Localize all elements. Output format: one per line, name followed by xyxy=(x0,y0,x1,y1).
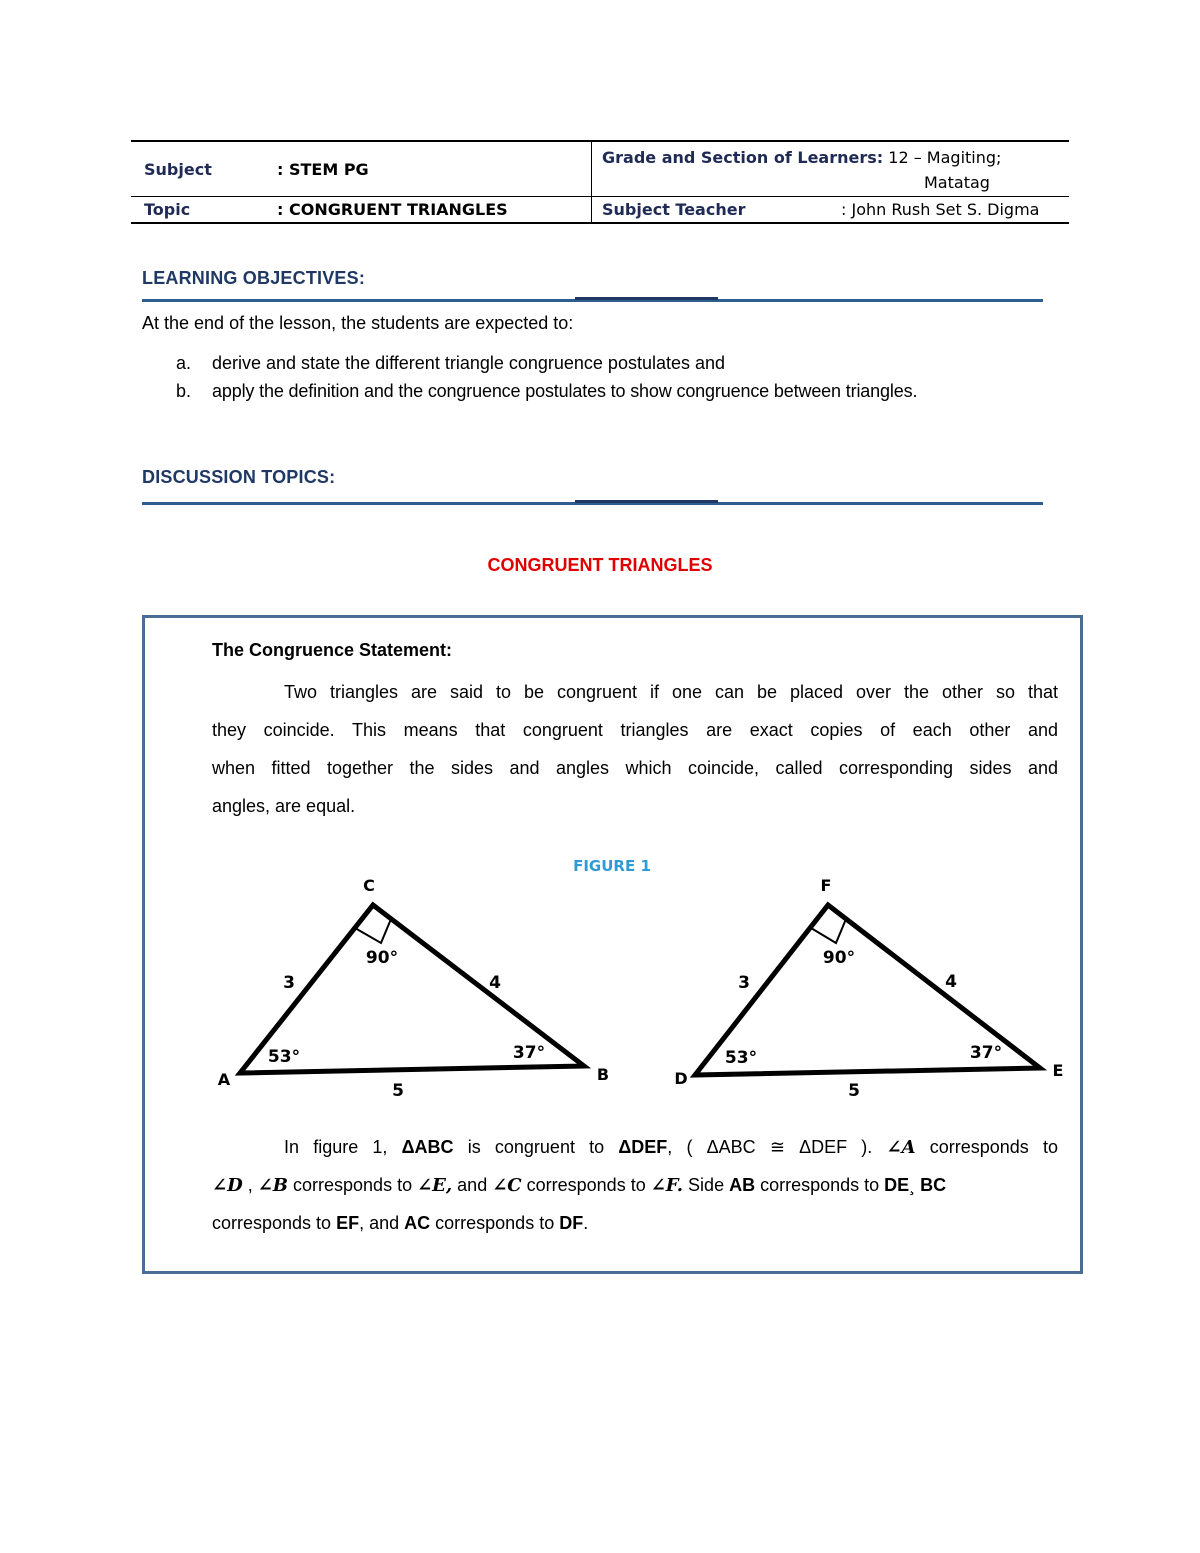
side-label-ab: 5 xyxy=(392,1081,404,1101)
objective-marker-b: b. xyxy=(176,381,192,401)
side-df-ref: DF xyxy=(559,1213,584,1233)
objective-item-a: derive and state the different triangle congruence postulates and xyxy=(212,353,726,373)
angle-label-b: 37° xyxy=(512,1043,546,1063)
corr-text: corresponds to xyxy=(212,1213,337,1233)
side-ab-ref: AB xyxy=(729,1175,756,1195)
corr-text: corresponds to xyxy=(288,1175,418,1195)
corr-text: ¸ xyxy=(909,1175,921,1195)
corr-text: , and xyxy=(359,1213,405,1233)
para-line-3: when fitted together the sides and angles which coincide, called corresponding sides and xyxy=(212,758,1058,778)
vertex-label-e: E xyxy=(1052,1061,1064,1080)
corr-text: and xyxy=(452,1175,493,1195)
angle-f-ref: ∠F. xyxy=(650,1175,684,1196)
header-table xyxy=(131,140,1069,224)
grade-value-2: Matatag xyxy=(924,173,990,192)
triangle-abc-ref: ΔABC xyxy=(401,1137,454,1157)
vertex-label-d: D xyxy=(674,1069,688,1088)
side-label-df: 3 xyxy=(738,973,750,993)
subject-value: : STEM PG xyxy=(277,160,369,179)
objectives-heading: LEARNING OBJECTIVES: xyxy=(142,268,366,288)
angle-label-d: 53° xyxy=(724,1048,758,1068)
grade-value: 12 – Magiting; xyxy=(888,148,1002,167)
congruence-paragraph xyxy=(212,673,1058,825)
corr-text: corresponds to xyxy=(755,1175,885,1195)
para-line-1: Two triangles are said to be congruent if one can be placed over the other so that xyxy=(284,682,1058,702)
corr-text: corresponds to xyxy=(430,1213,560,1233)
side-label-ef: 4 xyxy=(945,972,957,992)
corr-line-3 xyxy=(212,1204,1058,1242)
table-divider xyxy=(591,140,592,224)
objectives-rule-accent xyxy=(575,297,718,300)
corr-line-2 xyxy=(212,1166,1058,1204)
side-label-de: 5 xyxy=(848,1081,860,1101)
corr-text: In figure 1, xyxy=(284,1137,402,1157)
box-title: The Congruence Statement: xyxy=(212,640,453,660)
angle-label-f: 90° xyxy=(822,948,856,968)
subject-label: Subject xyxy=(144,160,212,179)
side-ef-ref: EF xyxy=(336,1213,360,1233)
table-rule-bottom xyxy=(131,222,1069,224)
corr-line-1 xyxy=(212,1128,1058,1166)
corr-text: corresponds to xyxy=(915,1137,1058,1157)
corr-text: Side xyxy=(683,1175,730,1195)
figure-label: FIGURE 1 xyxy=(573,857,651,875)
grade-cell xyxy=(602,148,1001,167)
vertex-label-f: F xyxy=(820,876,832,895)
side-ac-ref: AC xyxy=(404,1213,431,1233)
table-rule-top xyxy=(131,140,1069,142)
side-label-ac: 3 xyxy=(283,973,295,993)
discussion-rule-accent xyxy=(575,500,718,503)
triangle-def-ref: ΔDEF xyxy=(618,1137,668,1157)
side-bc-ref: BC xyxy=(920,1175,947,1195)
objective-marker-a: a. xyxy=(176,353,192,373)
angle-d-ref: ∠D xyxy=(212,1175,243,1196)
angle-label-a: 53° xyxy=(267,1047,301,1067)
corr-text: corresponds to xyxy=(521,1175,651,1195)
corr-text: , xyxy=(242,1175,258,1195)
vertex-label-c: C xyxy=(363,876,375,895)
angle-c-ref: ∠C xyxy=(492,1175,522,1196)
angle-label-e: 37° xyxy=(969,1043,1003,1063)
teacher-label: Subject Teacher xyxy=(602,200,746,219)
figure-1 xyxy=(0,860,1200,1110)
objectives-intro: At the end of the lesson, the students are expected to: xyxy=(142,313,574,333)
angle-e-ref: ∠E, xyxy=(417,1175,453,1196)
angle-b-ref: ∠B xyxy=(257,1175,289,1196)
table-rule-middle xyxy=(131,196,1069,197)
para-line-4: angles, are equal. xyxy=(212,796,356,816)
topic-label: Topic xyxy=(144,200,191,219)
corr-text: is congruent to xyxy=(453,1137,619,1157)
side-de-ref: DE xyxy=(884,1175,910,1195)
topic-value: : CONGRUENT TRIANGLES xyxy=(277,200,508,219)
side-label-bc: 4 xyxy=(489,973,501,993)
topic-heading: CONGRUENT TRIANGLES xyxy=(487,555,713,575)
teacher-value: : John Rush Set S. Digma xyxy=(841,200,1040,219)
discussion-heading: DISCUSSION TOPICS: xyxy=(142,467,336,487)
objective-item-b: apply the definition and the congruence postulates to show congruence between triangles. xyxy=(212,381,918,401)
congruence-expression: , ( ΔABC ≅ ΔDEF ). xyxy=(667,1137,887,1157)
angle-label-c: 90° xyxy=(365,948,399,968)
para-line-2: they coincide. This means that congruent triangles are exact copies of each other and xyxy=(212,720,1058,740)
vertex-label-b: B xyxy=(596,1065,610,1084)
vertex-label-a: A xyxy=(217,1070,231,1089)
corr-text: . xyxy=(583,1213,589,1233)
correspondence-paragraph xyxy=(212,1128,1058,1242)
angle-a-ref: ∠A xyxy=(886,1137,916,1158)
grade-label: Grade and Section of Learners: xyxy=(602,148,884,167)
